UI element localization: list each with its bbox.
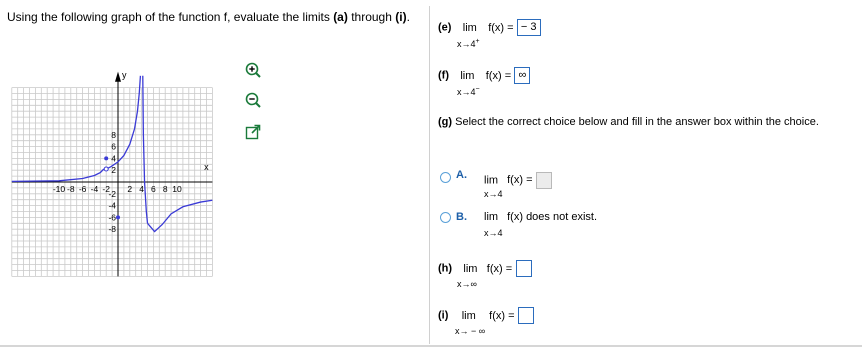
x-tick-label: -4: [90, 184, 99, 194]
curve-near-asymptote: [143, 76, 148, 224]
y-axis-arrow: [115, 72, 121, 82]
limit-subscript-h: x→∞: [457, 279, 477, 289]
option-b-expression: [484, 211, 597, 223]
part-i-label: (i): [438, 309, 449, 322]
option-a-expression: [484, 172, 552, 189]
x-axis-label: x: [204, 162, 209, 172]
answer-box-e[interactable]: − 3: [517, 19, 541, 36]
y-tick-label: -4: [108, 200, 116, 211]
filled-point: [116, 215, 120, 219]
answer-box-f[interactable]: ∞: [514, 67, 530, 84]
part-h: [438, 260, 532, 277]
answer-box-h[interactable]: [516, 260, 532, 277]
y-tick-label: -6: [108, 212, 116, 223]
y-tick-label: 2: [111, 165, 116, 176]
limit-subscript-g-a: x→4: [484, 189, 503, 199]
limit-subscript-i: x→ − ∞: [455, 326, 486, 336]
lim-word: lim: [461, 309, 476, 322]
y-tick-label: 4: [111, 153, 116, 164]
x-tick-label: 8: [162, 184, 168, 194]
part-h-label: (h): [438, 262, 453, 275]
question-post: .: [406, 10, 410, 24]
question-pre: Using the following graph of the function f, evaluate the limits: [7, 10, 334, 24]
limit-subscript-e: x→4+: [457, 38, 480, 49]
y-tick-label: -2: [108, 188, 116, 199]
lim-word: lim: [462, 21, 477, 34]
part-g-text: [438, 114, 853, 130]
x-tick-label: 10: [172, 184, 182, 194]
option-b-radio[interactable]: [440, 212, 451, 223]
x-tick-label: -2: [102, 184, 110, 194]
part-i: [438, 307, 534, 324]
y-tick-label: 8: [111, 129, 116, 140]
answer-box-i[interactable]: [518, 307, 534, 324]
y-tick-label: 6: [111, 141, 116, 152]
option-a-letter: A.: [456, 169, 467, 181]
question-part-a: (a): [333, 10, 348, 24]
part-g-label: (g): [438, 116, 453, 128]
open-point: [104, 167, 108, 171]
question-text: [7, 10, 425, 25]
part-g-instructions: Select the correct choice below and fill in the answer box within the choice.: [455, 116, 819, 128]
curve-left-branch: [12, 169, 104, 181]
x-tick-label: -10: [52, 184, 66, 194]
zoom-in-icon[interactable]: [245, 62, 261, 78]
x-tick-label: -6: [78, 184, 87, 194]
part-f-label: (f): [438, 69, 449, 82]
function-text: f(x) =: [489, 309, 515, 322]
function-text: f(x) =: [507, 174, 533, 187]
part-e: [438, 19, 541, 36]
external-link-icon[interactable]: [245, 124, 261, 140]
function-text: f(x) does not exist.: [507, 211, 597, 223]
bottom-rule: [0, 345, 862, 347]
answer-box-g-a[interactable]: [536, 172, 552, 189]
zoom-out-icon[interactable]: [245, 92, 261, 108]
y-tick-label: -8: [108, 224, 116, 235]
option-a-radio[interactable]: [440, 172, 451, 183]
option-b-letter: B.: [456, 211, 467, 223]
limit-subscript-g-b: x→4: [484, 228, 503, 238]
question-mid: through: [347, 10, 396, 24]
lim-word: lim: [484, 211, 499, 223]
limit-subscript-f: x→4−: [457, 86, 480, 97]
function-text: f(x) =: [485, 69, 512, 82]
x-tick-label: 2: [127, 184, 133, 194]
panel-divider: [429, 6, 430, 344]
y-axis-label: y: [122, 70, 127, 81]
x-tick-label: 6: [151, 184, 156, 194]
function-text: f(x) =: [488, 21, 514, 34]
part-e-label: (e): [438, 21, 452, 34]
lim-word: lim: [463, 262, 478, 275]
function-graph: [5, 62, 241, 280]
x-tick-label: 4: [139, 184, 144, 194]
x-tick-label: -8: [67, 184, 75, 194]
function-text: f(x) =: [486, 262, 513, 275]
lim-word: lim: [460, 69, 475, 82]
filled-point: [104, 156, 108, 160]
question-part-i: (i): [395, 10, 407, 24]
lim-word: lim: [484, 174, 499, 187]
curve-right-branch: [148, 200, 213, 231]
part-f: [438, 67, 530, 84]
